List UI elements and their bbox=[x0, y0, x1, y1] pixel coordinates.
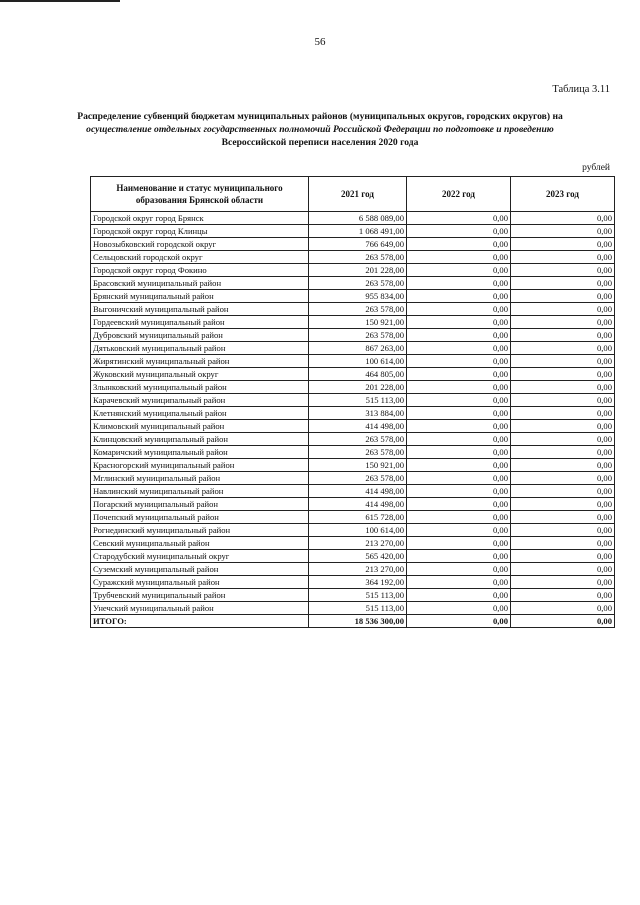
cell-y2021: 364 192,00 bbox=[309, 576, 407, 589]
cell-y2023: 0,00 bbox=[511, 589, 615, 602]
cell-y2022: 0,00 bbox=[407, 498, 511, 511]
cell-y2021: 201 228,00 bbox=[309, 381, 407, 394]
cell-y2023: 0,00 bbox=[511, 303, 615, 316]
cell-y2021: 263 578,00 bbox=[309, 329, 407, 342]
cell-y2021: 263 578,00 bbox=[309, 277, 407, 290]
cell-y2023: 0,00 bbox=[511, 524, 615, 537]
cell-y2021: 313 884,00 bbox=[309, 407, 407, 420]
cell-y2021: 263 578,00 bbox=[309, 433, 407, 446]
cell-y2021: 414 498,00 bbox=[309, 498, 407, 511]
cell-y2022: 0,00 bbox=[407, 251, 511, 264]
cell-y2023: 0,00 bbox=[511, 407, 615, 420]
table-row bbox=[91, 316, 615, 329]
cell-y2021: 213 270,00 bbox=[309, 537, 407, 550]
table-row bbox=[91, 537, 615, 550]
table-row bbox=[91, 342, 615, 355]
cell-name: Красногорский муниципальный район bbox=[91, 459, 309, 472]
cell-y2022: 0,00 bbox=[407, 355, 511, 368]
cell-name: Севский муниципальный район bbox=[91, 537, 309, 550]
cell-y2023: 0,00 bbox=[511, 420, 615, 433]
table-row bbox=[91, 381, 615, 394]
table-row bbox=[91, 433, 615, 446]
cell-y2021: 955 834,00 bbox=[309, 290, 407, 303]
cell-y2022: 0,00 bbox=[407, 407, 511, 420]
cell-y2023: 0,00 bbox=[511, 433, 615, 446]
cell-y2023: 0,00 bbox=[511, 394, 615, 407]
cell-name: Мглинский муниципальный район bbox=[91, 472, 309, 485]
cell-y2023: 0,00 bbox=[511, 238, 615, 251]
cell-y2021: 6 588 089,00 bbox=[309, 212, 407, 225]
cell-y2021: 867 263,00 bbox=[309, 342, 407, 355]
cell-name: Городской округ город Фокино bbox=[91, 264, 309, 277]
header-2023: 2023 год bbox=[511, 177, 615, 212]
cell-name: Сельцовский городской округ bbox=[91, 251, 309, 264]
cell-name: Дятьковский муниципальный район bbox=[91, 342, 309, 355]
cell-name: Дубровский муниципальный район bbox=[91, 329, 309, 342]
cell-name: Городской округ город Брянск bbox=[91, 212, 309, 225]
cell-y2022: 0,00 bbox=[407, 550, 511, 563]
table-row bbox=[91, 472, 615, 485]
cell-y2022: 0,00 bbox=[407, 446, 511, 459]
cell-name: Гордеевский муниципальный район bbox=[91, 316, 309, 329]
cell-y2022: 0,00 bbox=[407, 316, 511, 329]
cell-y2022: 0,00 bbox=[407, 342, 511, 355]
cell-y2021: 150 921,00 bbox=[309, 316, 407, 329]
cell-name: ИТОГО: bbox=[91, 615, 309, 628]
cell-y2021: 263 578,00 bbox=[309, 251, 407, 264]
cell-y2022: 0,00 bbox=[407, 563, 511, 576]
subsidy-table bbox=[90, 176, 615, 628]
cell-y2023: 0,00 bbox=[511, 251, 615, 264]
cell-y2021: 414 498,00 bbox=[309, 420, 407, 433]
cell-y2021: 263 578,00 bbox=[309, 303, 407, 316]
table-row bbox=[91, 290, 615, 303]
table-row bbox=[91, 511, 615, 524]
cell-y2023: 0,00 bbox=[511, 277, 615, 290]
cell-y2022: 0,00 bbox=[407, 615, 511, 628]
cell-y2023: 0,00 bbox=[511, 212, 615, 225]
cell-y2023: 0,00 bbox=[511, 355, 615, 368]
cell-y2022: 0,00 bbox=[407, 433, 511, 446]
header-name: Наименование и статус муниципального образования Брянской области bbox=[91, 177, 309, 212]
cell-y2021: 213 270,00 bbox=[309, 563, 407, 576]
cell-y2021: 515 113,00 bbox=[309, 589, 407, 602]
table-title bbox=[70, 110, 570, 149]
cell-y2022: 0,00 bbox=[407, 420, 511, 433]
cell-y2023: 0,00 bbox=[511, 290, 615, 303]
header-row bbox=[91, 177, 615, 212]
cell-name: Злынковский муниципальный район bbox=[91, 381, 309, 394]
total-row bbox=[91, 615, 615, 628]
table-row bbox=[91, 329, 615, 342]
cell-y2022: 0,00 bbox=[407, 537, 511, 550]
cell-y2023: 0,00 bbox=[511, 459, 615, 472]
cell-name: Трубчевский муниципальный район bbox=[91, 589, 309, 602]
table-row bbox=[91, 238, 615, 251]
unit-label: рублей bbox=[582, 163, 610, 173]
table-row bbox=[91, 498, 615, 511]
cell-name: Погарский муниципальный район bbox=[91, 498, 309, 511]
cell-y2022: 0,00 bbox=[407, 381, 511, 394]
cell-y2022: 0,00 bbox=[407, 472, 511, 485]
cell-y2023: 0,00 bbox=[511, 329, 615, 342]
cell-y2023: 0,00 bbox=[511, 537, 615, 550]
cell-y2022: 0,00 bbox=[407, 290, 511, 303]
title-line-2: осуществление отдельных государственных полномочий Российской Федерации по подготовке и проведению bbox=[86, 124, 554, 135]
cell-y2022: 0,00 bbox=[407, 264, 511, 277]
cell-name: Брянский муниципальный район bbox=[91, 290, 309, 303]
cell-name: Городской округ город Клинцы bbox=[91, 225, 309, 238]
cell-y2023: 0,00 bbox=[511, 485, 615, 498]
cell-y2021: 615 728,00 bbox=[309, 511, 407, 524]
cell-y2023: 0,00 bbox=[511, 446, 615, 459]
cell-name: Клетнянский муниципальный район bbox=[91, 407, 309, 420]
table-row bbox=[91, 407, 615, 420]
cell-y2021: 100 614,00 bbox=[309, 524, 407, 537]
cell-y2021: 150 921,00 bbox=[309, 459, 407, 472]
cell-y2023: 0,00 bbox=[511, 511, 615, 524]
cell-y2021: 18 536 300,00 bbox=[309, 615, 407, 628]
cell-name: Новозыбковский городской округ bbox=[91, 238, 309, 251]
cell-y2023: 0,00 bbox=[511, 342, 615, 355]
table-row bbox=[91, 251, 615, 264]
table-row bbox=[91, 446, 615, 459]
cell-name: Климовский муниципальный район bbox=[91, 420, 309, 433]
cell-name: Суражский муниципальный район bbox=[91, 576, 309, 589]
cell-y2021: 201 228,00 bbox=[309, 264, 407, 277]
cell-y2021: 515 113,00 bbox=[309, 394, 407, 407]
table-row bbox=[91, 524, 615, 537]
cell-y2021: 263 578,00 bbox=[309, 472, 407, 485]
page-number: 56 bbox=[314, 36, 326, 48]
cell-y2021: 464 805,00 bbox=[309, 368, 407, 381]
cell-y2022: 0,00 bbox=[407, 602, 511, 615]
cell-name: Комаричский муниципальный район bbox=[91, 446, 309, 459]
cell-name: Карачевский муниципальный район bbox=[91, 394, 309, 407]
title-line-1: Распределение субвенций бюджетам муниципальных районов (муниципальных округов, городских округов) на bbox=[77, 111, 563, 122]
cell-y2023: 0,00 bbox=[511, 368, 615, 381]
cell-y2022: 0,00 bbox=[407, 238, 511, 251]
cell-y2022: 0,00 bbox=[407, 485, 511, 498]
cell-y2022: 0,00 bbox=[407, 212, 511, 225]
cell-y2023: 0,00 bbox=[511, 550, 615, 563]
cell-name: Жуковский муниципальный округ bbox=[91, 368, 309, 381]
cell-y2023: 0,00 bbox=[511, 472, 615, 485]
cell-name: Брасовский муниципальный район bbox=[91, 277, 309, 290]
cell-y2023: 0,00 bbox=[511, 615, 615, 628]
cell-y2022: 0,00 bbox=[407, 277, 511, 290]
table-label: Таблица 3.11 bbox=[552, 84, 610, 95]
table-row bbox=[91, 420, 615, 433]
cell-y2023: 0,00 bbox=[511, 602, 615, 615]
cell-name: Суземский муниципальный район bbox=[91, 563, 309, 576]
cell-y2023: 0,00 bbox=[511, 225, 615, 238]
cell-y2023: 0,00 bbox=[511, 498, 615, 511]
table-row bbox=[91, 212, 615, 225]
cell-name: Жирятинский муниципальный район bbox=[91, 355, 309, 368]
title-line-3: Всероссийской переписи населения 2020 года bbox=[221, 137, 419, 148]
cell-y2022: 0,00 bbox=[407, 524, 511, 537]
cell-name: Стародубский муниципальный округ bbox=[91, 550, 309, 563]
cell-y2022: 0,00 bbox=[407, 303, 511, 316]
table-row bbox=[91, 485, 615, 498]
cell-y2022: 0,00 bbox=[407, 459, 511, 472]
cell-y2021: 100 614,00 bbox=[309, 355, 407, 368]
header-2022: 2022 год bbox=[407, 177, 511, 212]
table-row bbox=[91, 264, 615, 277]
top-rule bbox=[0, 0, 120, 2]
table-row bbox=[91, 602, 615, 615]
cell-name: Клинцовский муниципальный район bbox=[91, 433, 309, 446]
table-row bbox=[91, 394, 615, 407]
cell-name: Почепский муниципальный район bbox=[91, 511, 309, 524]
table-row bbox=[91, 303, 615, 316]
cell-y2022: 0,00 bbox=[407, 589, 511, 602]
table-row bbox=[91, 459, 615, 472]
table-row bbox=[91, 355, 615, 368]
cell-y2022: 0,00 bbox=[407, 225, 511, 238]
cell-name: Рогнединский муниципальный район bbox=[91, 524, 309, 537]
cell-y2021: 515 113,00 bbox=[309, 602, 407, 615]
cell-y2021: 565 420,00 bbox=[309, 550, 407, 563]
cell-name: Унечский муниципальный район bbox=[91, 602, 309, 615]
table-row bbox=[91, 550, 615, 563]
header-2021: 2021 год bbox=[309, 177, 407, 212]
cell-y2021: 766 649,00 bbox=[309, 238, 407, 251]
table-row bbox=[91, 225, 615, 238]
cell-name: Навлинский муниципальный район bbox=[91, 485, 309, 498]
cell-y2023: 0,00 bbox=[511, 264, 615, 277]
cell-y2022: 0,00 bbox=[407, 368, 511, 381]
cell-y2022: 0,00 bbox=[407, 394, 511, 407]
cell-y2022: 0,00 bbox=[407, 511, 511, 524]
cell-y2022: 0,00 bbox=[407, 576, 511, 589]
cell-y2023: 0,00 bbox=[511, 576, 615, 589]
cell-y2022: 0,00 bbox=[407, 329, 511, 342]
table-row bbox=[91, 576, 615, 589]
cell-y2021: 414 498,00 bbox=[309, 485, 407, 498]
table-row bbox=[91, 368, 615, 381]
cell-y2023: 0,00 bbox=[511, 381, 615, 394]
table-row bbox=[91, 563, 615, 576]
cell-y2021: 1 068 491,00 bbox=[309, 225, 407, 238]
cell-y2023: 0,00 bbox=[511, 316, 615, 329]
table-row bbox=[91, 589, 615, 602]
cell-y2021: 263 578,00 bbox=[309, 446, 407, 459]
table-row bbox=[91, 277, 615, 290]
cell-y2023: 0,00 bbox=[511, 563, 615, 576]
cell-name: Выгоничский муниципальный район bbox=[91, 303, 309, 316]
